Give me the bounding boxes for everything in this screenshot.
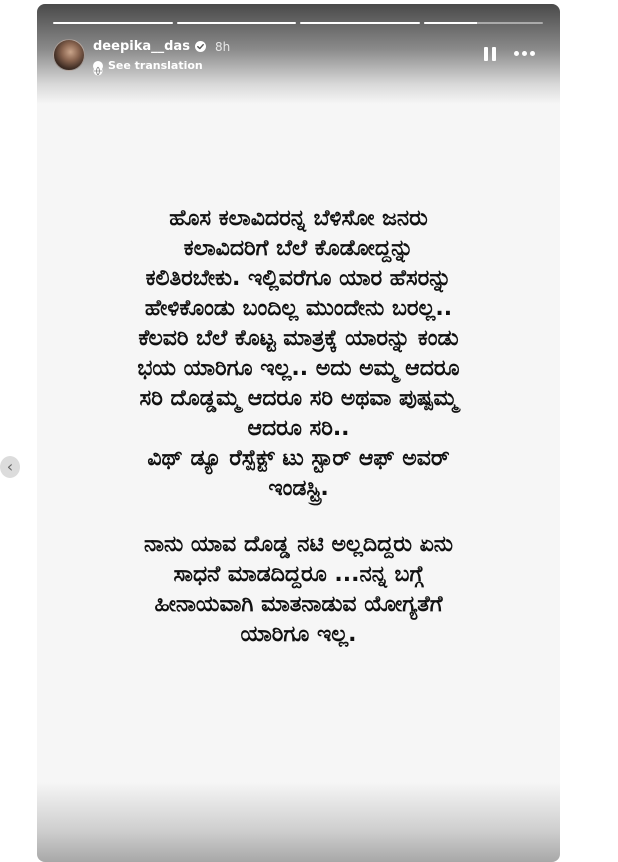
progress-segment-fill <box>53 22 173 24</box>
story-progress-bar <box>53 22 543 25</box>
post-time: 8h <box>214 39 231 54</box>
progress-segment <box>424 22 544 24</box>
story-paragraph: ನಾನು ಯಾವ ದೊಡ್ಡ ನಟಿ ಅಲ್ಲದಿದ್ದರು ಏನು ಸಾಧನೆ ಮಾಡದಿದ್ದರೂ ...ನನ್ನ ಬಗ್ಗೆ ಹೀನಾಯವಾಗಿ ಮಾತನಾಡುವ ಯೋಗ್ಯತೆಗೆ ಯಾರಿಗೂ ಇಲ್ಲ. <box>143 532 454 647</box>
progress-segment-fill <box>300 22 420 24</box>
avatar[interactable] <box>53 39 85 71</box>
story-card[interactable] <box>37 4 560 862</box>
pause-icon[interactable] <box>483 47 497 61</box>
globe-icon <box>93 66 103 76</box>
story-paragraph: ಹೊಸ ಕಲಾವಿದರನ್ನ ಬೆಳಿಸೋ ಜನರು ಕಲಾವಿದರಿಗೆ ಬೆಲೆ ಕೊಡೋದ್ದನ್ನು ಕಲಿತಿರಬೇಕು. ಇಲ್ಲಿವರೆಗೂ ಯಾರ ಹೆಸರನ್ನು ಹೇಳಿಕೊಂಡು ಬಂದಿಲ್ಲ ಮುಂದೇನು ಬರಲ್ಲ.. ಕೆಲವರಿ ಬೆಲೆ ಕೊಟ್ಟ ಮಾತ್ರಕ್ಕೆ ಯಾರನ್ನು ಕಂಡು ಭಯ ಯಾರಿಗೂ ಇಲ್ಲ.. ಅದು ಅಮ್ಮ ಆದರೂ ಸರಿ ದೊಡ್ಡಮ್ಮ ಆದರೂ ಸರಿ ಅಥವಾ ಪುಷ್ಪಮ್ಮ ಆದರೂ ಸರಿ.. ವಿಥ್ ಡ್ಯೂ ರೆಸ್ಪೆಕ್ಟ್ ಟು ಸ್ಟಾರ್ ಆಫ್ ಅವರ್ ಇಂಡಸ್ಟ್ರಿ. <box>137 206 460 501</box>
see-translation-link[interactable] <box>93 59 203 72</box>
story-text-block <box>57 204 540 650</box>
pause-bar <box>492 47 496 61</box>
check-mark-icon <box>196 42 205 51</box>
more-dot <box>514 51 519 56</box>
more-dot <box>522 51 527 56</box>
user-row <box>93 39 230 54</box>
story-header <box>53 37 543 77</box>
progress-segment <box>300 22 420 24</box>
progress-segment-fill <box>177 22 297 24</box>
see-translation-label: See translation <box>108 59 203 72</box>
username-link[interactable]: deepika__das <box>93 39 190 54</box>
page-margin <box>600 0 618 862</box>
progress-segment <box>53 22 173 24</box>
progress-segment-fill <box>424 22 478 24</box>
more-options-icon[interactable] <box>513 51 535 57</box>
translate-icon <box>93 61 103 71</box>
pause-bar <box>484 47 488 61</box>
chevron-left-icon[interactable] <box>0 456 20 478</box>
progress-segment <box>177 22 297 24</box>
prev-story-glyph: ‹ <box>6 457 14 476</box>
more-dot <box>530 51 535 56</box>
verified-badge-icon <box>195 41 206 52</box>
bottom-gradient-overlay <box>37 782 560 862</box>
